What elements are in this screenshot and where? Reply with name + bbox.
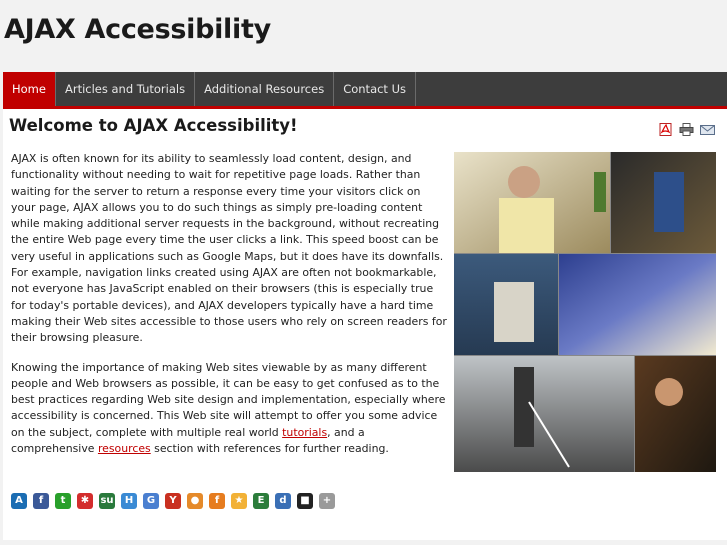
pdf-icon[interactable] — [658, 121, 673, 134]
tutorials-link[interactable]: tutorials — [282, 425, 328, 439]
site-title: AJAX Accessibility — [4, 14, 271, 45]
google-share-icon[interactable]: G — [143, 493, 159, 509]
facebook-share-icon[interactable]: f — [33, 493, 49, 509]
paragraph-text: section with references for further reading. — [150, 442, 389, 456]
digg-share-icon[interactable]: d — [275, 493, 291, 509]
yahoo-share-icon[interactable]: Y — [165, 493, 181, 509]
main-content — [3, 109, 727, 540]
nav-articles-and-tutorials[interactable]: Articles and Tutorials — [56, 72, 195, 106]
intro-text — [11, 151, 447, 470]
page-tools — [658, 121, 715, 134]
intro-paragraph-1: AJAX is often known for its ability to seamlessly load content, design, and functionality without needing to wait for repetitive page loads. Rather than waiting for the server to return a response every time your visitors click on your page, AJAX allows you to do such things as simply pre-loading content while making additional server requests in the background, without recreating the entire Web page every time the user clicks a link. This speed boost can be very useful in applications such as Google Maps, but it does have its downfalls. For example, navigation links created using AJAX are often not bookmarkable, not everyone has JavaScript enabled on their browsers (this is especially true for today's portable devices), and AJAX developers typically have a hard time making their Web sites accessible to those users who rely on screen readers for their browsing pleasure. — [11, 152, 447, 345]
paragraph-text: Knowing the importance of making Web sites viewable by as many different people and Web browsers as possible, it can be easy to get confused as to the best practices regarding Web site design and implementation, especially where accessibility is concerned. This Web site will attempt to offer you some advice on the subject, complete with multiple real world — [11, 360, 446, 439]
social-share-bar — [11, 493, 335, 509]
reddit-share-icon[interactable]: ● — [187, 493, 203, 509]
evernote-share-icon[interactable]: E — [253, 493, 269, 509]
aim-share-icon[interactable]: A — [11, 493, 27, 509]
friendfeed-share-icon[interactable]: f — [209, 493, 225, 509]
photo-collage — [454, 152, 716, 472]
paragraph-text: , and a comprehensive — [11, 425, 365, 456]
nav-contact-us[interactable]: Contact Us — [334, 72, 416, 106]
page-title: Welcome to AJAX Accessibility! — [9, 116, 298, 135]
email-icon[interactable] — [700, 121, 715, 134]
nav-home[interactable]: Home — [3, 72, 56, 106]
more-share-icon[interactable]: + — [319, 493, 335, 509]
resources-link[interactable]: resources — [97, 442, 151, 456]
nav-additional-resources[interactable]: Additional Resources — [195, 72, 334, 106]
main-navigation — [3, 72, 727, 109]
hyves-share-icon[interactable]: H — [121, 493, 137, 509]
stumbleupon-share-icon[interactable]: su — [99, 493, 115, 509]
intro-paragraph-2 — [11, 360, 447, 458]
delicious-box-share-icon[interactable]: ■ — [297, 493, 313, 509]
twitter-share-icon[interactable]: t — [55, 493, 71, 509]
favorites-share-icon[interactable]: ★ — [231, 493, 247, 509]
print-icon[interactable] — [679, 121, 694, 134]
delicious-share-icon[interactable]: ✱ — [77, 493, 93, 509]
